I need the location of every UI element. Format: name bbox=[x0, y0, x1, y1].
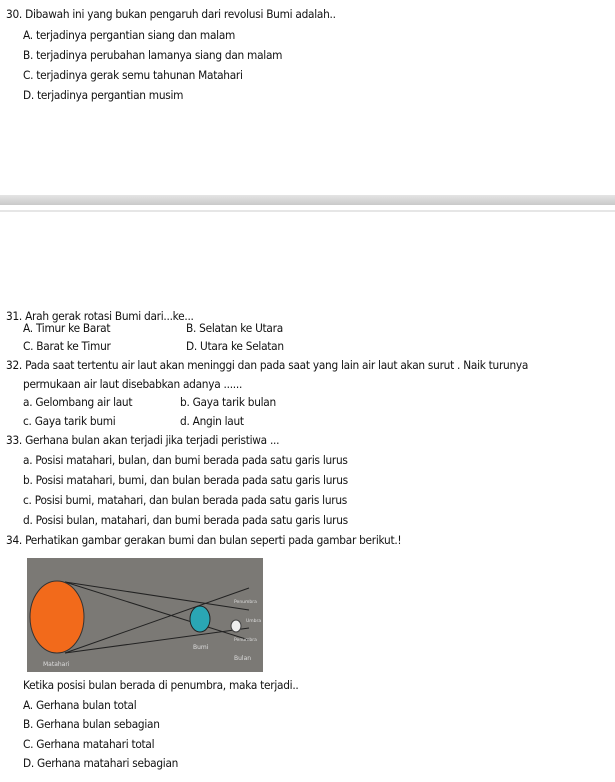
q31-option-a[interactable]: A. Timur ke Barat bbox=[23, 321, 111, 335]
q34-prompt: Ketika posisi bulan berada di penumbra, maka terjadi.. bbox=[23, 678, 299, 692]
divider-line bbox=[0, 210, 615, 212]
q30-option-b[interactable]: B. terjadinya perubahan lamanya siang dan malam bbox=[23, 48, 283, 62]
eclipse-figure bbox=[27, 558, 263, 672]
label-earth: Bumi bbox=[193, 644, 209, 651]
q32-option-c[interactable]: c. Gaya tarik bumi bbox=[23, 414, 116, 428]
divider-band bbox=[0, 195, 615, 205]
q30-option-c[interactable]: C. terjadinya gerak semu tahunan Matahari bbox=[23, 68, 243, 82]
q33-option-b[interactable]: b. Posisi matahari, bumi, dan bulan berada pada satu garis lurus bbox=[23, 473, 348, 487]
q31-option-c[interactable]: C. Barat ke Timur bbox=[23, 339, 111, 353]
q30-option-a[interactable]: A. terjadinya pergantian siang dan malam bbox=[23, 28, 236, 42]
q34-option-d[interactable]: D. Gerhana matahari sebagian bbox=[23, 756, 179, 770]
q33-option-c[interactable]: c. Posisi bumi, matahari, dan bulan berada pada satu garis lurus bbox=[23, 493, 347, 507]
label-penumbra-top: Penumbra bbox=[234, 600, 257, 605]
q32-option-a[interactable]: a. Gelombang air laut bbox=[23, 395, 133, 409]
q34-option-b[interactable]: B. Gerhana bulan sebagian bbox=[23, 717, 160, 731]
q33-question: 33. Gerhana bulan akan terjadi jika terjadi peristiwa ... bbox=[6, 433, 280, 447]
q33-option-d[interactable]: d. Posisi bulan, matahari, dan bumi berada pada satu garis lurus bbox=[23, 513, 348, 527]
label-sun: Matahari bbox=[43, 661, 70, 668]
q30-option-d[interactable]: D. terjadinya pergantian musim bbox=[23, 88, 184, 102]
q34-option-c[interactable]: C. Gerhana matahari total bbox=[23, 737, 155, 751]
q32-question-line2: permukaan air laut disebabkan adanya ...... bbox=[23, 377, 243, 391]
q33-option-a[interactable]: a. Posisi matahari, bulan, dan bumi berada pada satu garis lurus bbox=[23, 453, 348, 467]
label-umbra: Umbra bbox=[246, 619, 262, 624]
q34-question: 34. Perhatikan gambar gerakan bumi dan bulan seperti pada gambar berikut.! bbox=[6, 533, 402, 547]
moon-shape bbox=[231, 620, 241, 632]
q30-question: 30. Dibawah ini yang bukan pengaruh dari revolusi Bumi adalah.. bbox=[6, 7, 336, 21]
label-penumbra-bottom: Penumbra bbox=[234, 638, 257, 643]
earth-shape bbox=[190, 606, 210, 632]
q32-question-line1: 32. Pada saat tertentu air laut akan meninggi dan pada saat yang lain air laut akan surut . Naik turunya bbox=[6, 358, 529, 372]
q31-option-d[interactable]: D. Utara ke Selatan bbox=[186, 339, 284, 353]
q31-option-b[interactable]: B. Selatan ke Utara bbox=[186, 321, 283, 335]
q34-option-a[interactable]: A. Gerhana bulan total bbox=[23, 698, 137, 712]
sun-shape bbox=[30, 581, 84, 653]
label-moon: Bulan bbox=[234, 655, 252, 662]
q31-question: 31. Arah gerak rotasi Bumi dari...ke... bbox=[6, 309, 194, 323]
q32-option-b[interactable]: b. Gaya tarik bulan bbox=[180, 395, 276, 409]
q32-option-d[interactable]: d. Angin laut bbox=[180, 414, 244, 428]
